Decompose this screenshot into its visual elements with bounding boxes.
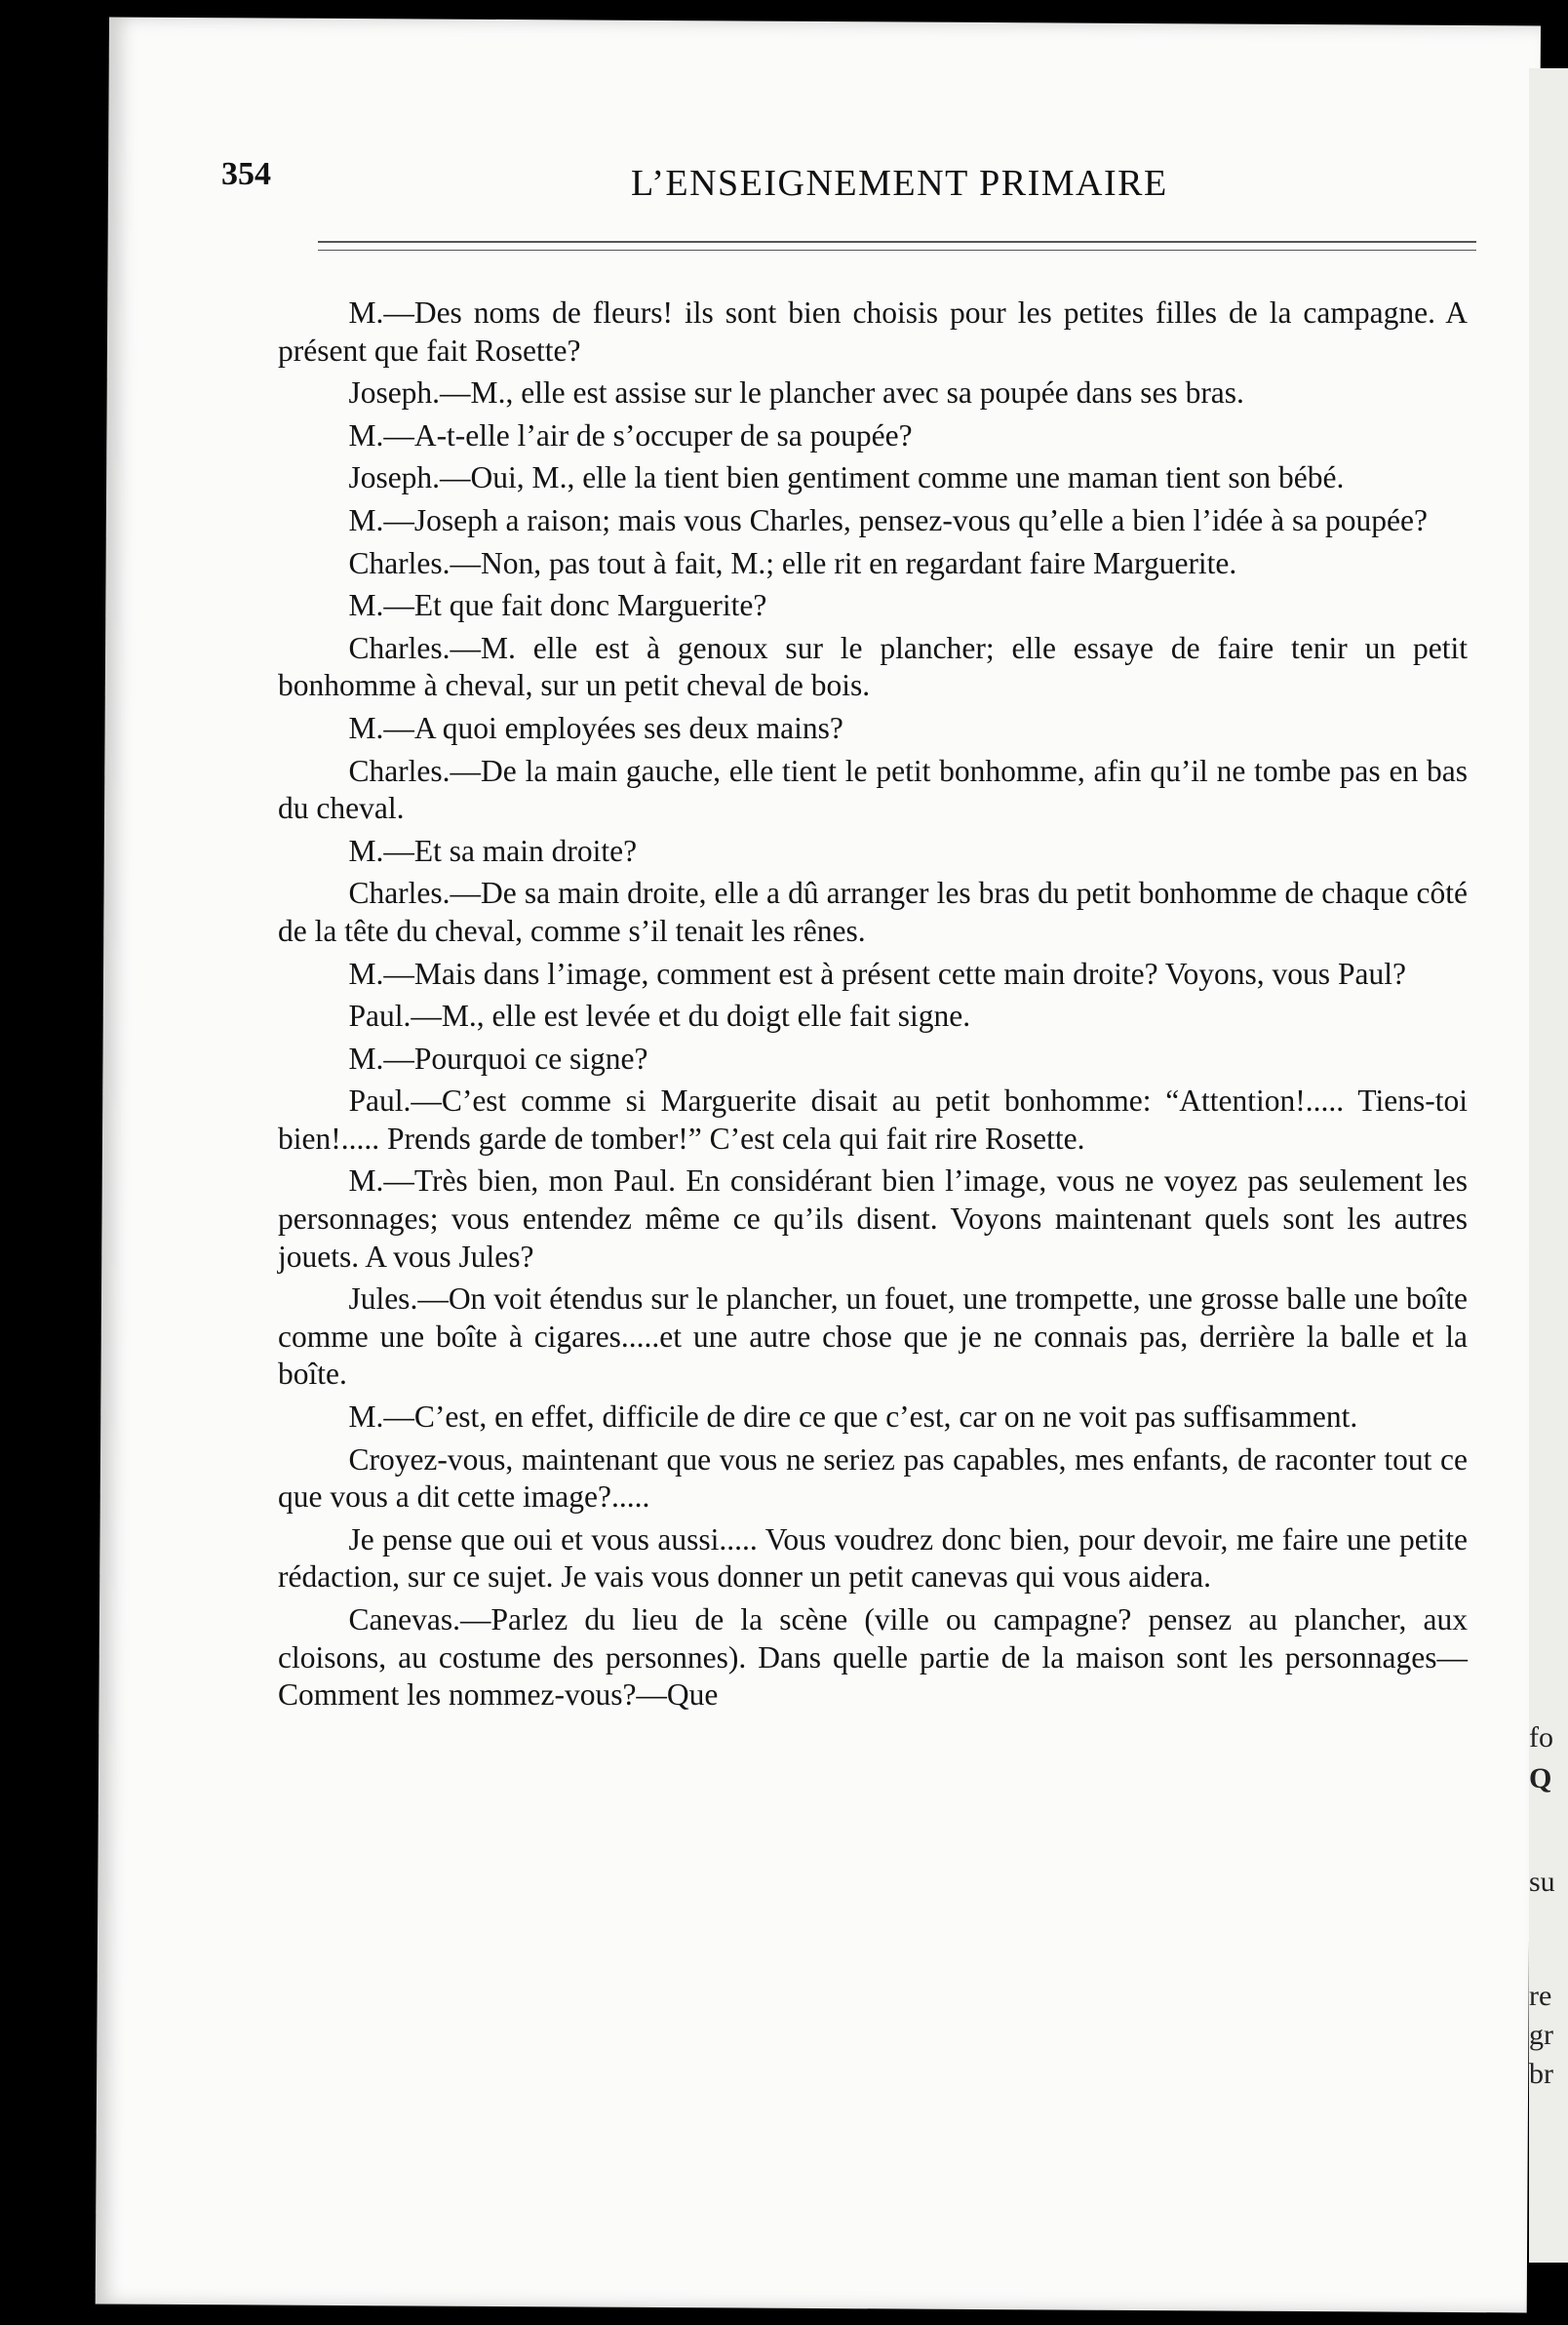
body-text	[278, 295, 1468, 1714]
facing-page-fragment: re	[1529, 1980, 1552, 2012]
paragraph: M.—Très bien, mon Paul. En considérant bien l’image, vous ne voyez pas seulement les personnages; vous entendez même ce qu’ils disent. Voyons maintenant quels sont les autres jouets. A vous Jules?	[278, 1163, 1468, 1274]
paragraph: Joseph.—M., elle est assise sur le plancher avec sa poupée dans ses bras.	[348, 375, 1244, 411]
paragraph: Charles.—De la main gauche, elle tient le petit bonhomme, afin qu’il ne tombe pas en bas du cheval.	[278, 753, 1468, 826]
paragraph: M.—Mais dans l’image, comment est à présent cette main droite? Voyons, vous Paul?	[348, 956, 1406, 991]
paragraph: Canevas.—Parlez du lieu de la scène (ville ou campagne? pensez au plancher, aux cloisons, au costume des personnes). Dans quelle partie de la maison sont les personnages—Comment les nommez-vous?—Que	[278, 1602, 1468, 1713]
paragraph: M.—Joseph a raison; mais vous Charles, pensez-vous qu’elle a bien l’idée à sa poupée?	[348, 502, 1428, 537]
paragraph: Je pense que oui et vous aussi..... Vous voudrez donc bien, pour devoir, me faire une petite rédaction, sur ce sujet. Je vais vous donner un petit canevas qui vous aidera.	[278, 1521, 1468, 1595]
paragraph: Joseph.—Oui, M., elle la tient bien gentiment comme une maman tient son bébé.	[348, 460, 1345, 495]
page-number: 354	[221, 156, 271, 192]
header-rule	[318, 241, 1476, 243]
paragraph: M.—A-t-elle l’air de s’occuper de sa poupée?	[348, 417, 913, 453]
paragraph: M.—Et sa main droite?	[348, 833, 638, 868]
paragraph: Jules.—On voit étendus sur le plancher, un fouet, une trompette, une grosse balle une boîte comme une boîte à cigares.....et une autre chose que je ne connais pas, derrière la balle et la boîte.	[278, 1281, 1468, 1392]
paragraph: Charles.—M. elle est à genoux sur le plancher; elle essaye de faire tenir un petit bonhomme à cheval, sur un petit cheval de bois.	[278, 630, 1468, 703]
facing-page-fragment: fo	[1529, 1721, 1553, 1754]
facing-page-fragment: su	[1529, 1866, 1555, 1898]
paragraph: Paul.—C’est comme si Marguerite disait au petit bonhomme: “Attention!..... Tiens-toi bien!..... Prends garde de tomber!” C’est cela qui fait rire Rosette.	[278, 1084, 1468, 1156]
facing-page-fragment: gr	[1529, 2019, 1553, 2051]
paragraph: M.—C’est, en effet, difficile de dire ce que c’est, car on ne voit pas suffisamment.	[348, 1399, 1358, 1435]
paragraph: M.—Et que fait donc Marguerite?	[348, 588, 767, 623]
paragraph: Charles.—De sa main droite, elle a dû arranger les bras du petit bonhomme de chaque côté de la tête du cheval, comme s’il tenait les rênes.	[278, 876, 1468, 948]
facing-page-edge	[1529, 68, 1568, 2263]
paragraph: Charles.—Non, pas tout à fait, M.; elle rit en regardant faire Marguerite.	[348, 545, 1237, 580]
paragraph: M.—Des noms de fleurs! ils sont bien choisis pour les petites filles de la campagne. A présent que fait Rosette?	[278, 296, 1468, 368]
facing-page-fragment: Q	[1529, 1762, 1552, 1794]
paragraph: M.—Pourquoi ce signe?	[348, 1041, 648, 1076]
paragraph: M.—A quoi employées ses deux mains?	[348, 710, 843, 745]
header-rule	[318, 250, 1476, 251]
paragraph: Croyez-vous, maintenant que vous ne seriez pas capables, mes enfants, de raconter tout ce que vous a dit cette image?.....	[278, 1441, 1468, 1515]
paragraph: Paul.—M., elle est levée et du doigt elle fait signe.	[348, 999, 971, 1034]
facing-page-fragment: br	[1529, 2058, 1553, 2090]
running-title: L’ENSEIGNEMENT PRIMAIRE	[631, 163, 1168, 204]
page-header	[221, 156, 1479, 215]
